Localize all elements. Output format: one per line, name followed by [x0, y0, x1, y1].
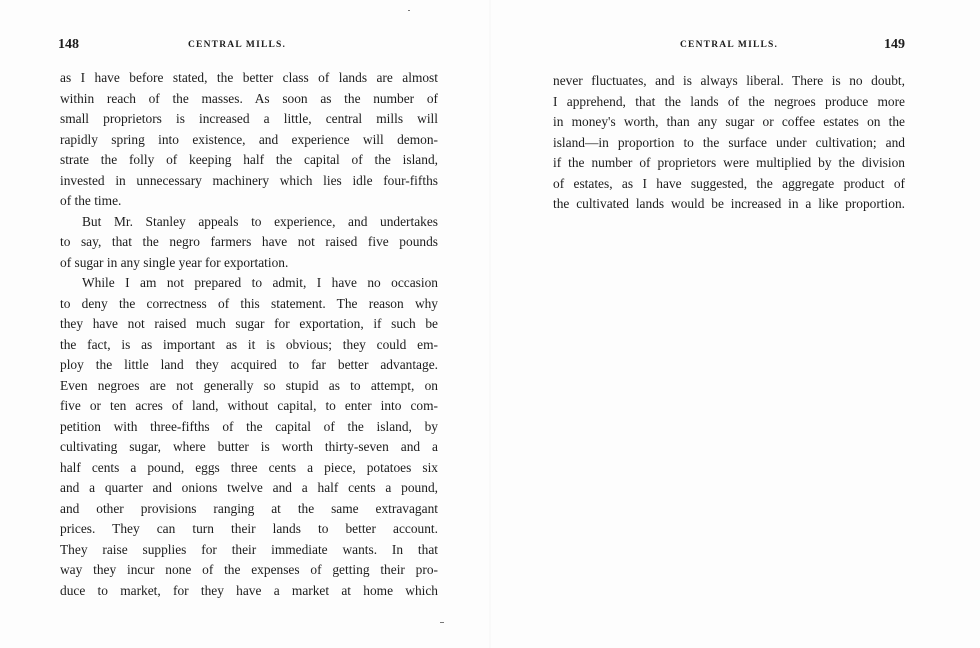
- text-line: in money's worth, than any sugar or coffee estates on the: [553, 114, 905, 129]
- right-body-text: [553, 71, 905, 215]
- text-line: way they incur none of the expenses of getting their pro-: [60, 562, 438, 577]
- left-running-head: [58, 37, 438, 58]
- text-line: While I am not prepared to admit, I have no occasion: [82, 275, 438, 290]
- right-page: [490, 0, 980, 648]
- text-line: strate the folly of keeping half the capital of the island,: [60, 152, 438, 167]
- left-running-title: CENTRAL MILLS.: [188, 40, 287, 50]
- text-line: petition with three-fifths of the capital of the island, by: [60, 418, 438, 434]
- text-line: they have not raised much sugar for exportation, if such be: [60, 316, 438, 331]
- text-line: But Mr. Stanley appeals to experience, and undertakes: [82, 213, 438, 229]
- text-line: to deny the correctness of this statement. The reason why: [60, 295, 438, 311]
- text-line: if the number of proprietors were multiplied by the division: [553, 155, 905, 170]
- left-body-text: [60, 68, 438, 601]
- right-running-title: CENTRAL MILLS.: [680, 40, 779, 50]
- text-line: cultivating sugar, where butter is worth thirty-seven and a: [60, 439, 438, 454]
- text-line: the cultivated lands would be increased in a like proportion.: [553, 196, 905, 211]
- scan-speck: [408, 10, 410, 11]
- text-line: island—in proportion to the surface under cultivation; and: [553, 134, 905, 150]
- text-line: half cents a pound, eggs three cents a piece, potatoes six: [60, 459, 438, 475]
- text-line: as I have before stated, the better class of lands are almost: [60, 70, 438, 85]
- text-line: invested in unnecessary machinery which lies idle four-fifths: [60, 172, 438, 188]
- text-line: to say, that the negro farmers have not raised five pounds: [60, 234, 438, 249]
- text-line: rapidly spring into existence, and experience will demon-: [60, 131, 438, 147]
- text-line: five or ten acres of land, without capital, to enter into com-: [60, 398, 438, 413]
- text-line: the fact, is as important as it is obvious; they could em-: [60, 336, 438, 352]
- text-line: and a quarter and onions twelve and a half cents a pound,: [60, 480, 438, 495]
- text-line: and other provisions ranging at the same extravagant: [60, 500, 438, 516]
- text-line: never fluctuates, and is always liberal. There is no doubt,: [553, 73, 905, 88]
- text-line: Even negroes are not generally so stupid as to attempt, on: [60, 377, 438, 393]
- text-line: of the time.: [60, 193, 122, 208]
- left-page-number: 148: [58, 37, 79, 52]
- right-running-head: [680, 37, 905, 58]
- text-line: ploy the little land they acquired to far better advantage.: [60, 357, 438, 372]
- text-line: within reach of the masses. As soon as the number of: [60, 90, 438, 106]
- text-line: of estates, as I have suggested, the aggregate product of: [553, 175, 905, 191]
- text-line: duce to market, for they have a market at home which: [60, 582, 438, 598]
- scan-speck: [440, 622, 444, 623]
- text-line: of sugar in any single year for exportation.: [60, 254, 289, 270]
- text-line: small proprietors is increased a little, central mills will: [60, 111, 438, 126]
- right-page-number: 149: [884, 37, 905, 52]
- text-line: They raise supplies for their immediate wants. In that: [60, 541, 438, 557]
- text-line: prices. They can turn their lands to better account.: [60, 521, 438, 536]
- text-line: I apprehend, that the lands of the negroes produce more: [553, 93, 905, 109]
